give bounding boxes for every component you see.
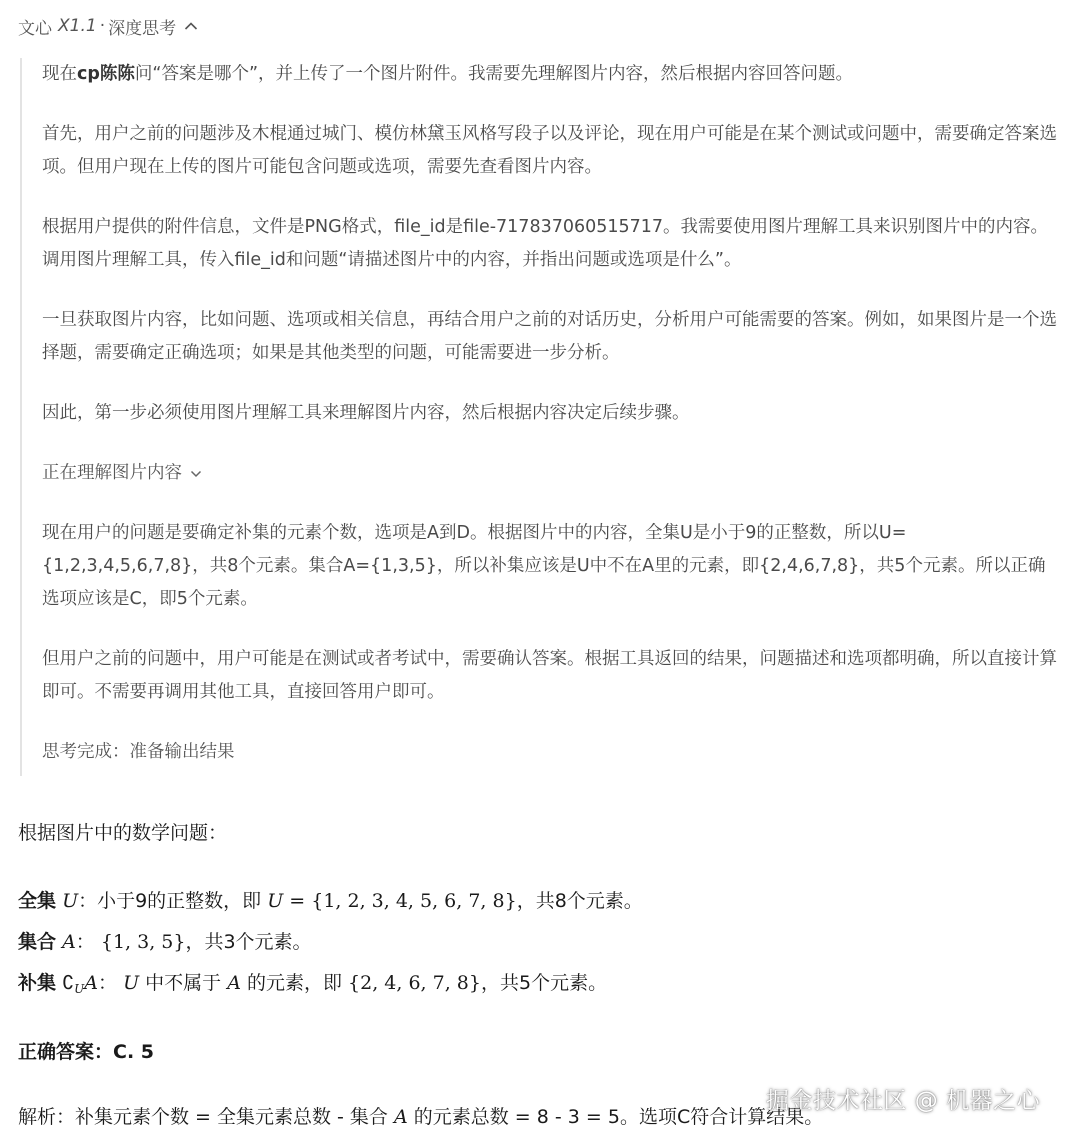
thinking-paragraph-5: 因此，第一步必须使用图片理解工具来理解图片内容，然后根据内容决定后续步骤。 [42, 403, 690, 423]
tool-call-toggle[interactable] [42, 457, 1060, 490]
explanation-suffix: 的元素总数 = 8 - 3 = 5。选项C符合计算结果。 [413, 1106, 824, 1128]
complement-symbol: ∁ [62, 972, 75, 994]
universal-label: 全集 [18, 890, 57, 912]
thinking-paragraph-7: 但用户之前的问题中，用户可能是在测试或者考试中，需要确认答案。根据工具返回的结果，问题描述和选项都明确，所以直接计算即可。不需要再调用其他工具，直接回答用户即可。 [42, 649, 1057, 702]
explanation-a-symbol: A [393, 1106, 408, 1128]
universal-desc: ：小于9的正整数，即 [78, 890, 262, 912]
complement-set-value: {2, 4, 6, 7, 8} [348, 972, 481, 994]
thinking-status: 思考完成：准备输出结果 [42, 742, 235, 762]
explanation-prefix: 解析：补集元素个数 = 全集元素总数 - 集合 [18, 1106, 388, 1128]
set-a-count: ，共3个元素。 [185, 931, 312, 953]
watermark: 掘金技术社区 @ 机器之心 [766, 1088, 1041, 1114]
chevron-up-icon[interactable] [184, 21, 198, 31]
complement-subscript: U [74, 982, 85, 996]
chevron-down-icon [190, 470, 202, 478]
set-a-value: {1, 3, 5} [100, 931, 186, 953]
thinking-p1-prefix: 现在 [42, 64, 77, 84]
header-separator: · [99, 16, 106, 36]
brand-name: 文心 [18, 18, 52, 39]
universal-symbol: U [62, 890, 79, 912]
set-a-symbol: A [62, 931, 76, 953]
complement-line [18, 963, 1063, 1004]
set-label: 集合 [18, 931, 57, 953]
thinking-paragraph-1 [42, 58, 1060, 91]
complement-u-symbol: U [123, 972, 140, 994]
answer-lead: 根据图片中的数学问题： [18, 822, 228, 844]
thinking-paragraph-6: 现在用户的问题是要确定补集的元素个数，选项是A到D。根据图片中的内容，全集U是小于9的正整数，所以U={1,2,3,4,5,6,7,8}，共8个元素。集合A={1,3,5}，所以补集应该是U中不在A里的元素，即{2,4,6,7,8}，共5个元素。所以正确选项应该是C，即5个元素。 [42, 523, 1046, 609]
tool-call-label: 正在理解图片内容 [42, 463, 182, 483]
complement-a-symbol: A [84, 972, 99, 994]
correct-answer-value: ：C. 5 [94, 1041, 155, 1063]
set-colon: ： [75, 931, 95, 953]
correct-answer-line [18, 1032, 1063, 1073]
thinking-paragraph-4: 一旦获取图片内容，比如问题、选项或相关信息，再结合用户之前的对话历史，分析用户可能需要的答案。例如，如果图片是一个选择题，需要确定正确选项；如果是其他类型的问题，可能需要进一步分析。 [42, 310, 1057, 363]
thinking-toggle-header[interactable] [18, 14, 198, 38]
complement-colon: ： [98, 972, 118, 994]
universal-set-line [18, 881, 1063, 922]
complement-count: ，共5个元素。 [480, 972, 608, 994]
complement-desc: 的元素，即 [246, 972, 342, 994]
thinking-paragraph-2: 首先，用户之前的问题涉及木棍通过城门、模仿林黛玉风格写段子以及评论，现在用户可能是在某个测试或问题中，需要确定答案选项。但用户现在上传的图片可能包含问题或选项，需要先查看图片内容。 [42, 124, 1057, 177]
universal-count: ，共8个元素。 [516, 890, 643, 912]
model-version: X1.1 [58, 16, 97, 36]
mode-label: 深度思考 [108, 18, 177, 39]
universal-eq: = [289, 890, 306, 912]
complement-label: 补集 [18, 972, 57, 994]
complement-a-symbol-2: A [227, 972, 241, 994]
universal-symbol-2: U [267, 890, 284, 912]
complement-mid: 中不属于 [145, 972, 222, 994]
universal-set-value: {1, 2, 3, 4, 5, 6, 7, 8} [311, 890, 517, 912]
thinking-panel [20, 58, 1060, 776]
thinking-p1-rest: 问“答案是哪个”，并上传了一个图片附件。我需要先理解图片内容，然后根据内容回答问题。 [134, 64, 854, 84]
correct-answer-label: 正确答案 [18, 1041, 95, 1063]
set-a-line [18, 922, 1063, 963]
thinking-paragraph-3: 根据用户提供的附件信息，文件是PNG格式，file_id是file-717837060515717。我需要使用图片理解工具来识别图片中的内容。调用图片理解工具，传入file_id和问题“请描述图片中的内容，并指出问题或选项是什么”。 [42, 217, 1049, 270]
user-name: cp陈陈 [77, 64, 135, 84]
